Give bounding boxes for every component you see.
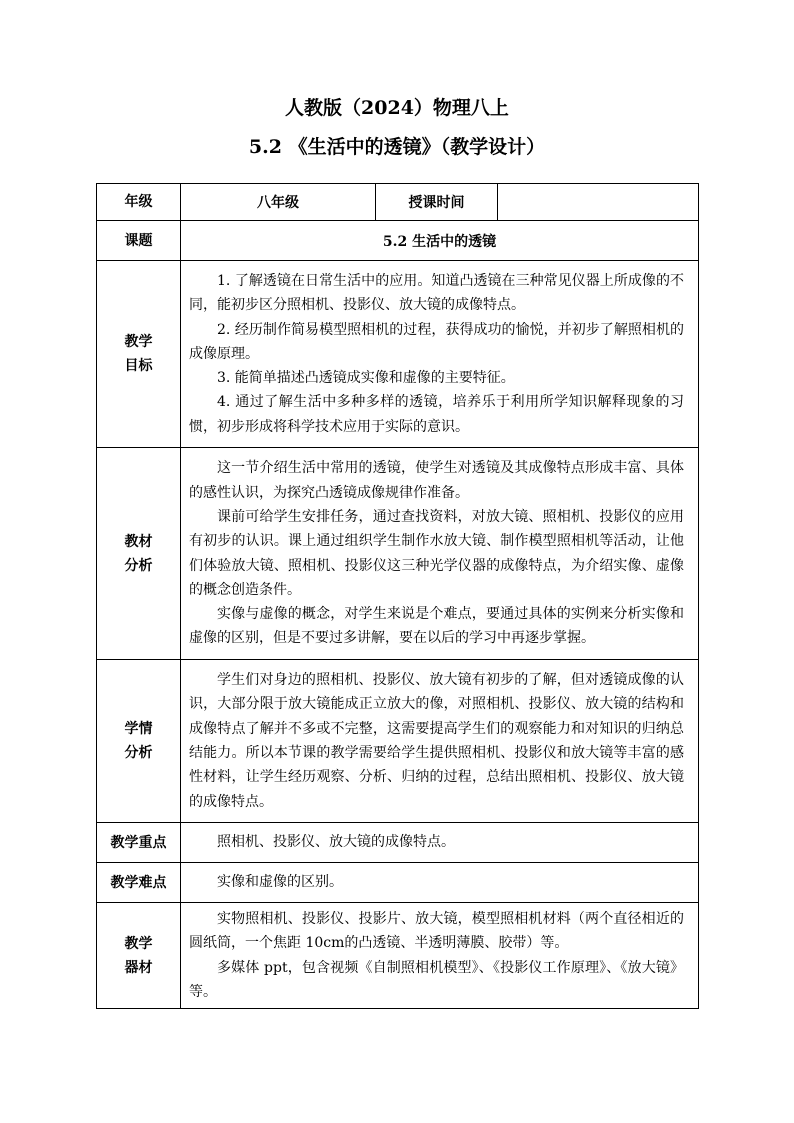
goals-label-line-1: 教学 [124, 334, 153, 350]
key-label: 教学重点 [97, 823, 181, 863]
grade-value: 八年级 [181, 184, 376, 221]
topic-label: 课题 [97, 221, 181, 261]
goal-item: 4. 通过了解生活中多种多样的透镜，培养乐于利用所学知识解释现象的习惯，初步形成将科学技术应用于实际的意识。 [189, 394, 684, 435]
difficulty-value [181, 863, 699, 903]
material-label [97, 448, 181, 660]
row-topic [97, 221, 699, 261]
equipment-paragraph: 实物照相机、投影仪、投影片、放大镜，模型照相机材料（两个直径相近的圆纸筒，一个焦距 10cm的凸透镜、半透明薄膜、胶带）等。 [189, 911, 684, 952]
row-students [97, 660, 699, 823]
students-label [97, 660, 181, 823]
material-paragraph: 这一节介绍生活中常用的透镜，使学生对透镜及其成像特点形成丰富、具体的感性认识，为探究凸透镜成像规律作准备。 [189, 460, 684, 501]
material-paragraph: 实像与虚像的概念，对学生来说是个难点，要通过具体的实例来分析实像和虚像的区别，但是不要过多讲解，要在以后的学习中再逐步掌握。 [189, 606, 684, 647]
document-title: 人教版（2024）物理八上 [285, 97, 509, 119]
material-label-line-1: 教材 [124, 533, 153, 550]
goals-label [97, 261, 181, 448]
students-content [181, 660, 699, 823]
equipment-content [181, 903, 699, 1009]
row-difficulty [97, 863, 699, 903]
goal-item: 3. 能简单描述凸透镜成实像和虚像的主要特征。 [217, 370, 515, 387]
goals-content [181, 261, 699, 448]
equipment-label-line-1: 教学 [124, 935, 153, 952]
difficulty-text: 实像和虚像的区别。 [217, 874, 343, 891]
grade-label: 年级 [97, 184, 181, 221]
lesson-plan-table [96, 183, 699, 1009]
material-label-line-2: 分析 [124, 557, 153, 574]
row-equipment [97, 903, 699, 1009]
students-paragraph: 学生们对身边的照相机、投影仪、放大镜有初步的了解，但对透镜成像的认识，大部分限于放大镜能成正立放大的像，对照相机、投影仪、放大镜的结构和成像特点了解并不多或不完整，这需要提高学生们的观察能力和对知识的归纳总结能力。所以本节课的教学需要给学生提供照相机、投影仪和放大镜等丰富的感性材料，让学生经历观察、分析、归纳的过程，总结出照相机、投影仪、放大镜的成像特点。 [189, 672, 684, 810]
document-subtitle: 5.2 《生活中的透镜》（教学设计） [248, 136, 546, 158]
time-label: 授课时间 [376, 184, 498, 221]
row-material [97, 448, 699, 660]
equipment-label [97, 903, 181, 1009]
material-paragraph: 课前可给学生安排任务，通过查找资料，对放大镜、照相机、投影仪的应用有初步的认识。课上通过组织学生制作水放大镜、制作模型照相机等活动，让他们体验放大镜、照相机、投影仪这三种光学仪器的成像特点，为介绍实像、虚像的概念创造条件。 [189, 508, 684, 598]
difficulty-label: 教学难点 [97, 863, 181, 903]
key-text: 照相机、投影仪、放大镜的成像特点。 [217, 834, 455, 851]
equipment-label-line-2: 器材 [124, 959, 153, 976]
goal-item: 1. 了解透镜在日常生活中的应用。知道凸透镜在三种常见仪器上所成像的不同，能初步区分照相机、投影仪、放大镜的成像特点。 [189, 272, 684, 314]
students-label-line-1: 学情 [124, 721, 153, 737]
time-value [498, 184, 699, 221]
key-value [181, 823, 699, 863]
row-grade [97, 184, 699, 221]
material-content [181, 448, 699, 660]
goal-item: 2. 经历制作简易模型照相机的过程，获得成功的愉悦，并初步了解照相机的成像原理。 [189, 321, 684, 362]
row-key-points [97, 823, 699, 863]
students-label-line-2: 分析 [124, 745, 153, 761]
row-goals [97, 261, 699, 448]
goals-label-line-2: 目标 [124, 358, 153, 374]
topic-value: 5.2 生活中的透镜 [181, 221, 699, 261]
equipment-paragraph: 多媒体 ppt，包含视频《自制照相机模型》、《投影仪工作原理》、《放大镜》等。 [189, 959, 684, 1000]
